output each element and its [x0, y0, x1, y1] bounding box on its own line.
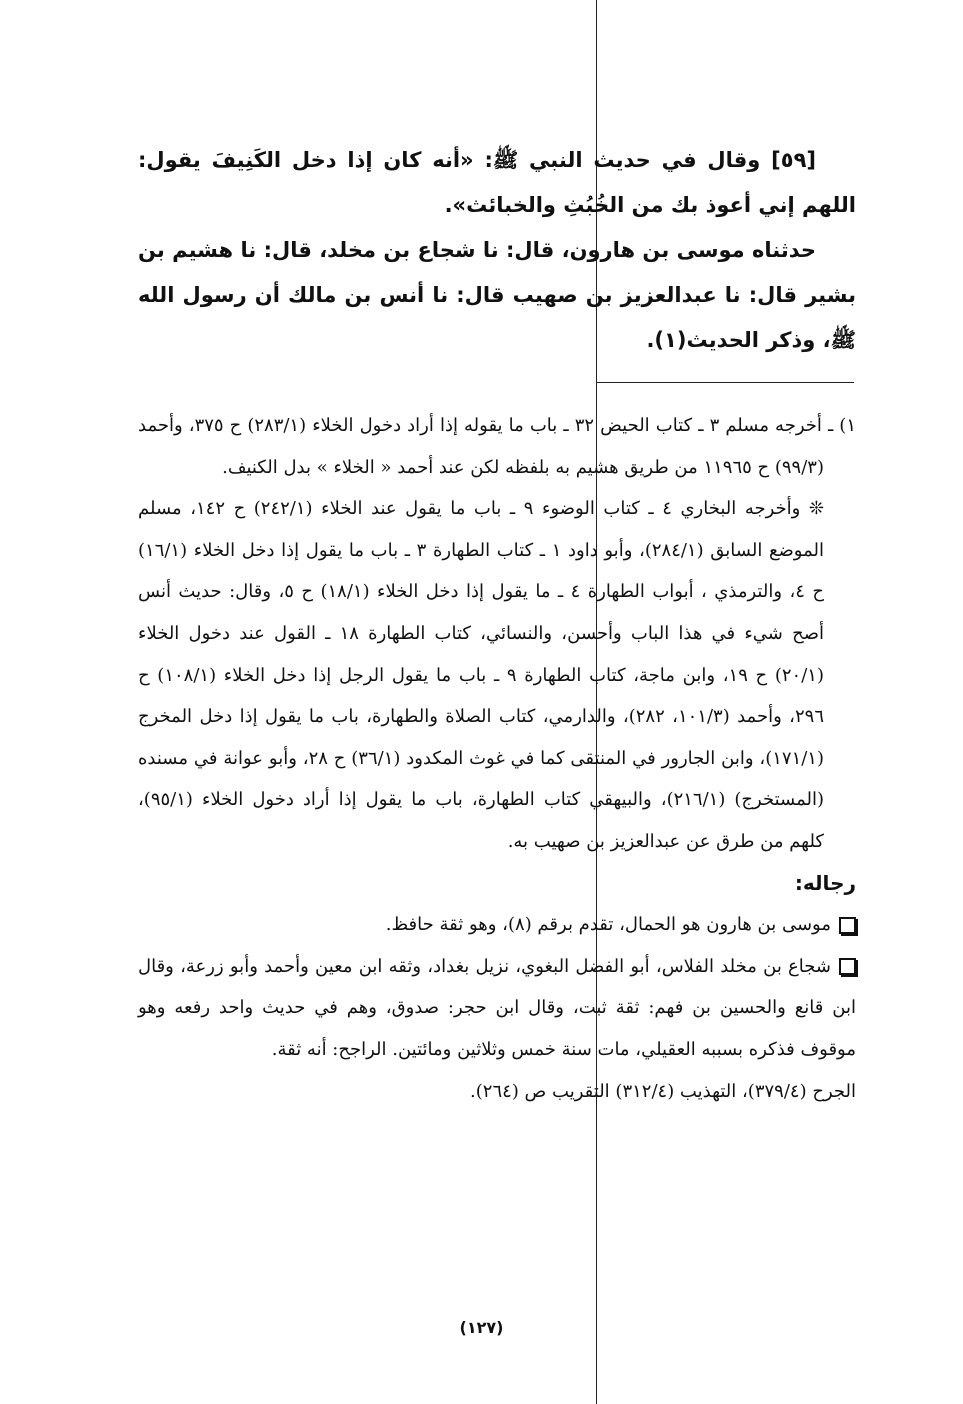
footnote-2: ❊ وأخرجه البخاري ٤ ـ كتاب الوضوء ٩ ـ باب ما يقول عند الخلاء (٢٤٢/١) ح ١٤٢، مسلم الموضع السابق (٢٨٤/١)، وأبو داود ١ ـ كتاب الطهارة ٣ ـ باب ما يقول إذا دخل الخلاء (١٦/١) ح ٤، والترمذي ، أبواب الطهارة ٤ ـ ما يقول إذا دخل الخلاء (١٨/١) ح ٥، وقال: حديث أنس أصح شيء في هذا الباب وأحسن، والنسائي، كتاب الطهارة ١٨ ـ القول عند دخول الخلاء (٢٠/١) ح ١٩، وابن ماجة، كتاب الطهارة ٩ ـ باب ما يقول الرجل إذا دخل الخلاء (١٠٨/١) ح ٢٩٦، وأحمد (١٠١/٣، ٢٨٢)، والدارمي، كتاب الصلاة والطهارة، باب ما يقول إذا دخل المخرج (١٧١/١)، وابن الجارور في المنتقى كما في غوث المكدود (٣٦/١) ح ٢٨، وأبو عوانة في مسنده (المستخرج) (٢١٦/١)، والبيهقي كتاب الطهارة، باب ما يقول إذا أراد دخول الخلاء (٩٥/١)، كلهم من طرق عن عبدالعزيز بن صهيب به.	[138, 498, 825, 852]
footnotes	[138, 405, 856, 1112]
page-number: (١٢٧)	[459, 1318, 504, 1337]
footnote-separator	[596, 382, 854, 383]
narrator-1-text: موسى بن هارون هو الحمال، تقدم برقم (٨)، وهو ثقة حافظ.	[385, 914, 831, 936]
main-text	[138, 138, 856, 363]
narrator-2-text: شجاع بن مخلد الفلاس، أبو الفضل البغوي، نزيل بغداد، وثقه ابن معين وأحمد وأبو زرعة، وقال ابن قانع والحسين بن فهم: ثقة ثبت، وقال ابن حجر: صدوق، وهم في حديث واحد رفعه وهو موقوف فذكره بسببه العقيلي، مات سنة خمس وثلاثين ومائتين. الراجح: أنه ثقة.	[138, 955, 856, 1060]
checkbox-square-icon	[839, 917, 856, 934]
narrators-heading: رجاله:	[794, 870, 856, 895]
narrator-2	[138, 946, 856, 1071]
narrator-2-references: الجرح (٣٧٩/٤)، التهذيب (٣١٢/٤) التقريب ص (٢٦٤).	[470, 1080, 856, 1102]
hadith-paragraph: [٥٩] وقال في حديث النبي ﷺ: «أنه كان إذا دخل الكَنِيفَ يقول: اللهم إني أعوذ بك من الخُبُثِ والخبائث».	[138, 148, 856, 217]
narrator-1	[138, 904, 856, 946]
checkbox-square-icon	[839, 958, 856, 975]
isnad-paragraph: حدثناه موسى بن هارون، قال: نا شجاع بن مخلد، قال: نا هشيم بن بشير قال: نا عبدالعزيز بن صهيب قال: نا أنس بن مالك أن رسول الله ﷺ، وذكر الحديث(١).	[138, 238, 856, 352]
footnote-1: ١) ـ أخرجه مسلم ٣ ـ كتاب الحيض ٣٢ ـ باب ما يقوله إذا أراد دخول الخلاء (٢٨٣/١) ح ٣٧٥، وأحمد (٩٩/٣) ح ١١٩٦٥ من طريق هشيم به بلفظه لكن عند أحمد « الخلاء » بدل الكنيف.	[138, 415, 856, 478]
